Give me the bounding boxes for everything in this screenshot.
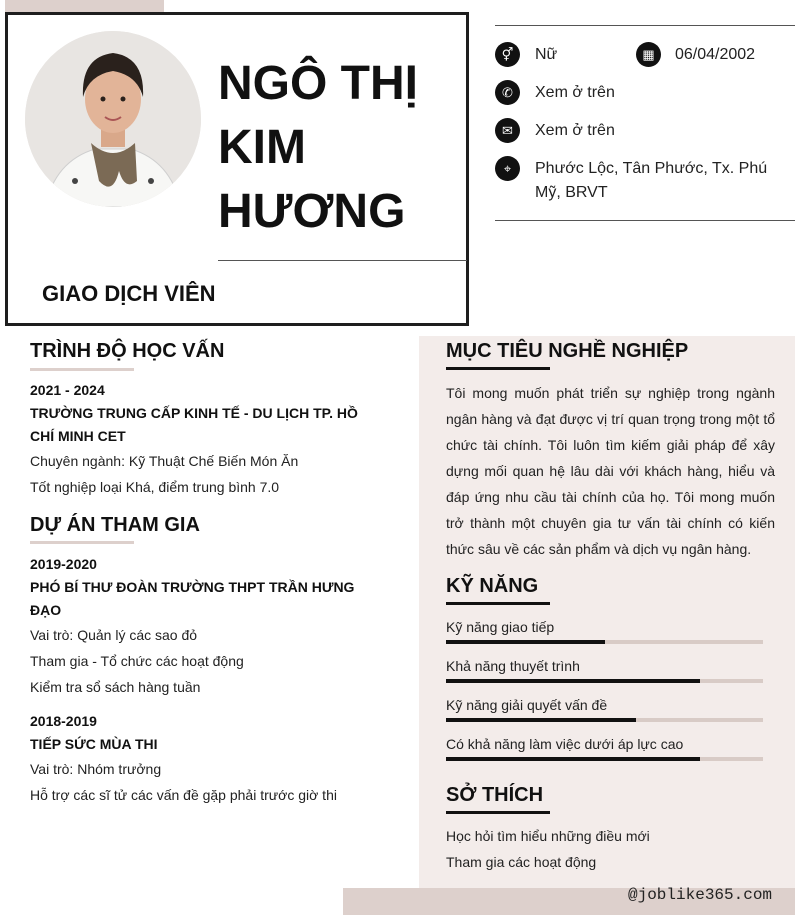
address-line-2: Mỹ, BRVT (535, 184, 608, 201)
project-name-line-1: TIẾP SỨC MÙA THI (30, 736, 158, 752)
skill-bar (446, 757, 763, 761)
skill-level-fill (446, 718, 636, 722)
school-name-line-2: CHÍ MINH CET (30, 428, 126, 444)
phone-value: Xem ở trên (535, 84, 615, 101)
divider (495, 25, 795, 26)
email-icon: ✉ (495, 118, 520, 143)
education-heading: TRÌNH ĐỘ HỌC VẤN (30, 340, 225, 362)
candidate-name (218, 52, 458, 244)
project-name-line-2: ĐẠO (30, 602, 62, 618)
location-icon: ⌖ (495, 156, 520, 181)
skill-bar (446, 640, 763, 644)
project-detail: Vai trò: Nhóm trưởng (30, 761, 162, 777)
heading-underline (30, 368, 134, 371)
phone-icon: ✆ (495, 80, 520, 105)
projects-heading: DỰ ÁN THAM GIA (30, 514, 200, 536)
calendar-icon: ▦ (636, 42, 661, 67)
email-value: Xem ở trên (535, 122, 615, 139)
skills-heading: KỸ NĂNG (446, 575, 539, 597)
skill-label: Kỹ năng giao tiếp (446, 619, 555, 635)
education-result: Tốt nghiệp loại Khá, điểm trung bình 7.0 (30, 479, 280, 495)
skill-bar (446, 718, 763, 722)
project-detail: Tham gia - Tổ chức các hoạt động (30, 653, 244, 669)
project-period: 2019-2020 (30, 556, 97, 572)
skill-level-fill (446, 679, 700, 683)
skill-label: Khả năng thuyết trình (446, 658, 580, 674)
footer-watermark: @joblike365.com (628, 886, 773, 904)
skill-bar (446, 679, 763, 683)
education-period: 2021 - 2024 (30, 382, 105, 398)
gender-icon: ⚥ (495, 42, 520, 67)
job-title: GIAO DỊCH VIÊN (42, 281, 216, 306)
hobbies-heading: SỞ THÍCH (446, 784, 544, 806)
address-line-1: Phước Lộc, Tân Phước, Tx. Phú (535, 160, 768, 177)
project-period: 2018-2019 (30, 713, 97, 729)
hobby-item: Học hỏi tìm hiểu những điều mới (446, 828, 650, 844)
education-major: Chuyên ngành: Kỹ Thuật Chế Biến Món Ăn (30, 453, 299, 469)
divider (495, 220, 795, 221)
skill-label: Kỹ năng giải quyết vấn đề (446, 697, 608, 713)
name-line-3: HƯƠNG (218, 185, 406, 238)
project-name-line-1: PHÓ BÍ THƯ ĐOÀN TRƯỜNG THPT TRẦN HƯNG (30, 579, 355, 595)
project-detail: Kiểm tra sổ sách hàng tuần (30, 679, 201, 695)
heading-underline (446, 602, 550, 605)
heading-underline (446, 811, 550, 814)
skill-label: Có khả năng làm việc dưới áp lực cao (446, 736, 684, 752)
birthdate-value: 06/04/2002 (675, 46, 756, 63)
project-detail: Hỗ trợ các sĩ tử các vấn đề gặp phải trước giờ thi (30, 787, 337, 803)
project-detail: Vai trò: Quản lý các sao đỏ (30, 627, 198, 643)
name-line-1: NGÔ THỊ (218, 57, 418, 110)
school-name-line-1: TRƯỜNG TRUNG CẤP KINH TẾ - DU LỊCH TP. HỒ (30, 405, 358, 421)
heading-underline (446, 367, 550, 370)
skill-level-fill (446, 757, 700, 761)
hobby-item: Tham gia các hoạt động (446, 854, 597, 870)
heading-underline (30, 541, 134, 544)
objective-text: Tôi mong muốn phát triển sự nghiệp trong ngành ngân hàng và đạt được vị trí quan trọng trong một tổ chức tài chính. Tôi luôn tìm kiếm giải pháp để xây dựng mối quan hệ lâu dài với khách hàng, hiểu và đáp ứng nhu cầu tài chính của họ. Tôi mong muốn trở thành một chuyên gia tư vấn tài chính có kiến thức sâu về các sản phẩm và dịch vụ ngân hàng. (446, 385, 775, 557)
objective-heading: MỤC TIÊU NGHỀ NGHIỆP (446, 340, 689, 362)
divider (218, 260, 467, 261)
name-line-2: KIM (218, 121, 306, 174)
skill-level-fill (446, 640, 605, 644)
profile-photo (25, 31, 201, 207)
gender-value: Nữ (535, 46, 558, 63)
